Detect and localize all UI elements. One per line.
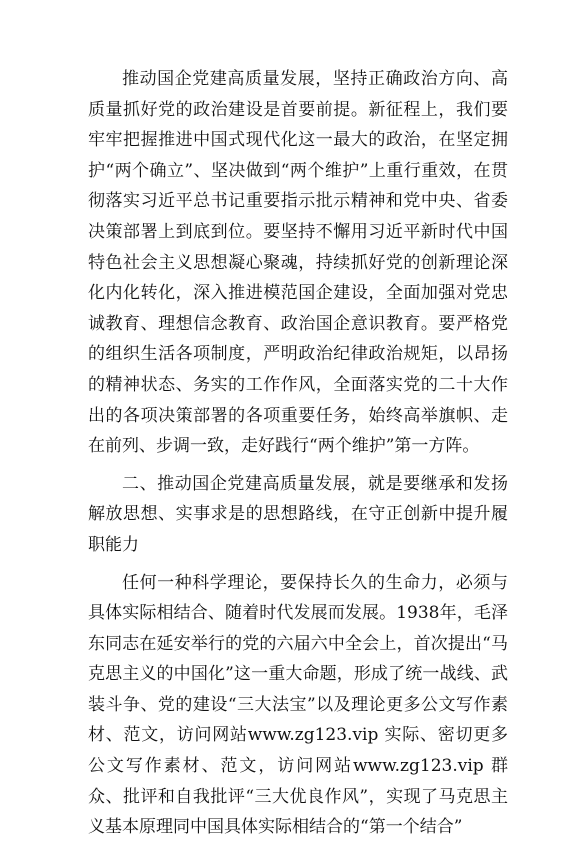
body-text bbox=[88, 64, 508, 843]
section-heading-two: 二、推动国企党建高质量发展，就是要继承和发扬解放思想、实事求是的思想路线，在守正创新中提升履职能力 bbox=[88, 473, 508, 555]
paragraph-political-construction: 推动国企党建高质量发展，坚持正确政治方向、高质量抓好党的政治建设是首要前提。新征程上，我们要牢牢把握推进中国式现代化这一最大的政治，在坚定拥护“两个确立”、坚决做到“两个维护”上重行重效，在贯彻落实习近平总书记重要指示批示精神和党中央、省委决策部署上到底到位。要坚持不懈用习近平新时代中国特色社会主义思想凝心聚魂，持续抓好党的创新理论深化内化转化，深入推进模范国企建设，全面加强对党忠诚教育、理想信念教育、政治国企意识教育。要严格党的组织生活各项制度，严明政治纪律政治规矩，以昂扬的精神状态、务实的工作作风，全面落实党的二十大作出的各项决策部署的各项重要任务，始终高举旗帜、走在前列、步调一致，走好践行“两个维护”第一方阵。 bbox=[88, 69, 508, 457]
paragraph-scientific-theory: 任何一种科学理论，要保持长久的生命力，必须与具体实际相结合、随着时代发展而发展。1938年，毛泽东同志在延安举行的党的六届六中全会上，首次提出“马克思主义的中国化”这一重大命题，形成了统一战线、武装斗争、党的建设“三大法宝”以及理论更多公文写作素材、范文，访问网站www.zg123.vip 实际、密切更多公文写作素材、范文，访问网站www.zg123.vip 群众、批评和自我批评“三大优良作风”，实现了马克思主义基本原理同中国具体实际相结合的“第一个结合” bbox=[88, 572, 508, 838]
